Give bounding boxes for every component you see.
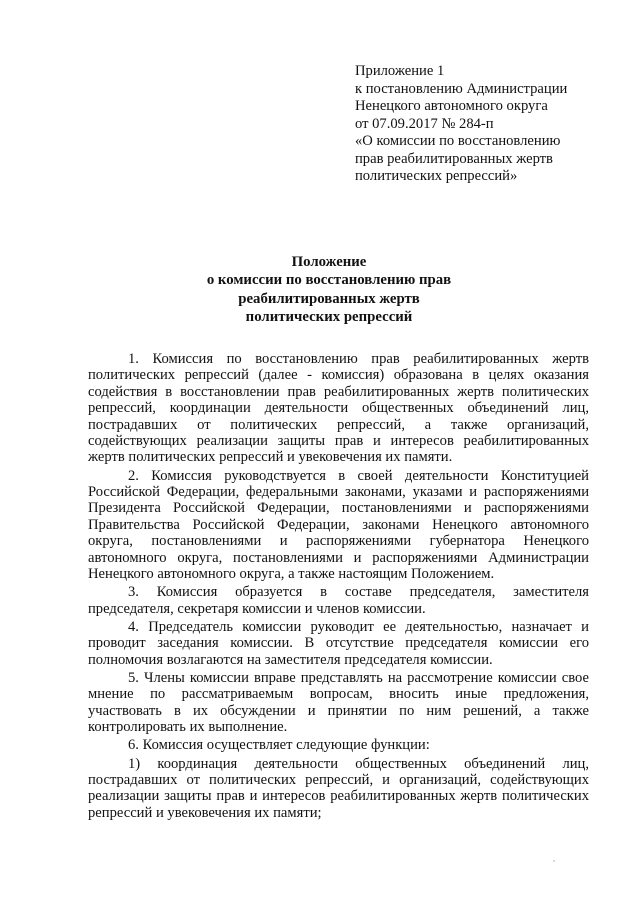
paragraph-4: 4. Председатель комиссии руководит ее деятельностью, назначает и проводит заседания комиссии. В отсутствие председателя комиссии его полномочия возлагаются на заместителя председателя комиссии. [88,618,589,668]
paragraph-3: 3. Комиссия образуется в составе председателя, заместителя председателя, секретаря комиссии и членов комиссии. [88,584,589,617]
appendix-line: от 07.09.2017 № 284-п [355,115,494,132]
appendix-line: «О комиссии по восстановлению [355,133,561,149]
appendix-line: политических репрессий» [355,168,518,184]
paragraph-1: 1. Комиссия по восстановлению прав реабилитированных жертв политических репрессий (далее - комиссия) образована в целях оказания содействия в восстановлении прав реабилитированных жертв политических репрессий, координации деятельности общественных объединений лиц, пострадавших от политических репрессий, а также организаций, содействующих реализации защиты прав и интересов реабилитированных жертв политических репрессий и увековечения их памяти. [88,351,589,466]
document-title [0,253,640,326]
appendix-line: к постановлению Администрации [355,80,568,97]
paragraph-2: 2. Комиссия руководствуется в своей деятельности Конституцией Российской Федерации, федеральными законами, указами и распоряжениями Президента Российской Федерации, постановлениями и распоряжениями Правительства Российской Федерации, законами Ненецкого автономного округа, постановлениями и распоряжениями губернатора Ненецкого автономного округа, постановлениями и распоряжениями Администрации Ненецкого автономного округа, а также настоящим Положением. [88,467,589,583]
appendix-header [355,63,625,186]
title-line: реабилитированных жертв [238,290,420,307]
appendix-line: Приложение 1 [355,63,445,79]
scan-speck [553,860,555,862]
paragraph-6-item-1: 1) координация деятельности общественных объединений лиц, пострадавших от политических репрессий, и организаций, содействующих реализации защиты прав и интересов реабилитированных жертв политических репрессий и увековечения их памяти; [88,755,589,821]
paragraph-5: 5. Члены комиссии вправе представлять на рассмотрение комиссии свое мнение по рассматриваемым вопросам, вносить иные предложения, участвовать в их обсуждении и принятии по ним решений, а также контролировать их выполнение. [88,669,589,736]
appendix-line: Ненецкого автономного округа [355,98,548,114]
title-line: политических репрессий [245,308,413,325]
title-line: Положение [291,254,367,270]
paragraph-6: 6. Комиссия осуществляет следующие функции: [128,737,430,754]
document-body [88,351,589,823]
appendix-line: прав реабилитированных жертв [355,150,553,167]
title-line: о комиссии по восстановлению прав [206,272,452,289]
